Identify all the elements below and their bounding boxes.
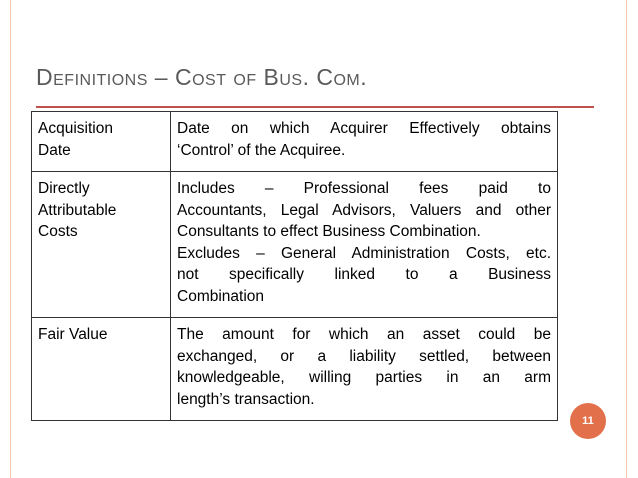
term-line: Acquisition: [38, 120, 113, 137]
definition-line: not specifically linked to a Business: [177, 266, 551, 283]
page-number-badge: 11: [570, 403, 606, 439]
table-row: [32, 172, 558, 318]
definition-line: ‘Control’ of the Acquiree.: [177, 141, 346, 159]
definition-cell: [171, 172, 558, 318]
slide-title: Definitions – Cost of Bus. Com.: [36, 64, 368, 90]
term-line: Directly: [38, 180, 90, 197]
definition-line: The amount for which an asset could be: [177, 326, 551, 343]
term-line: Date: [38, 141, 71, 159]
term-line: Attributable: [38, 201, 117, 219]
definitions-table: [31, 111, 558, 421]
term-line: Costs: [38, 223, 78, 240]
title-underline: [36, 106, 594, 108]
definition-line: Excludes – General Administration Costs, etc.: [177, 244, 551, 262]
definition-line: knowledgeable, willing parties in an arm: [177, 369, 551, 386]
table-row: [32, 112, 558, 172]
definition-line: exchanged, or a liability settled, between: [177, 347, 551, 365]
definition-cell: [171, 112, 558, 172]
definition-line: Date on which Acquirer Effectively obtains: [177, 120, 551, 137]
definition-line: Consultants to effect Business Combination.: [177, 223, 481, 240]
term-cell: [32, 112, 171, 172]
term-cell: [32, 318, 171, 421]
definition-line: Combination: [177, 287, 265, 305]
definition-line: length’s transaction.: [177, 390, 315, 408]
term-line: Fair Value: [38, 326, 108, 343]
term-cell: [32, 172, 171, 318]
definition-line: Includes – Professional fees paid to: [177, 180, 551, 197]
table-row: [32, 318, 558, 421]
definition-cell: [171, 318, 558, 421]
definition-line: Accountants, Legal Advisors, Valuers and other: [177, 201, 551, 219]
